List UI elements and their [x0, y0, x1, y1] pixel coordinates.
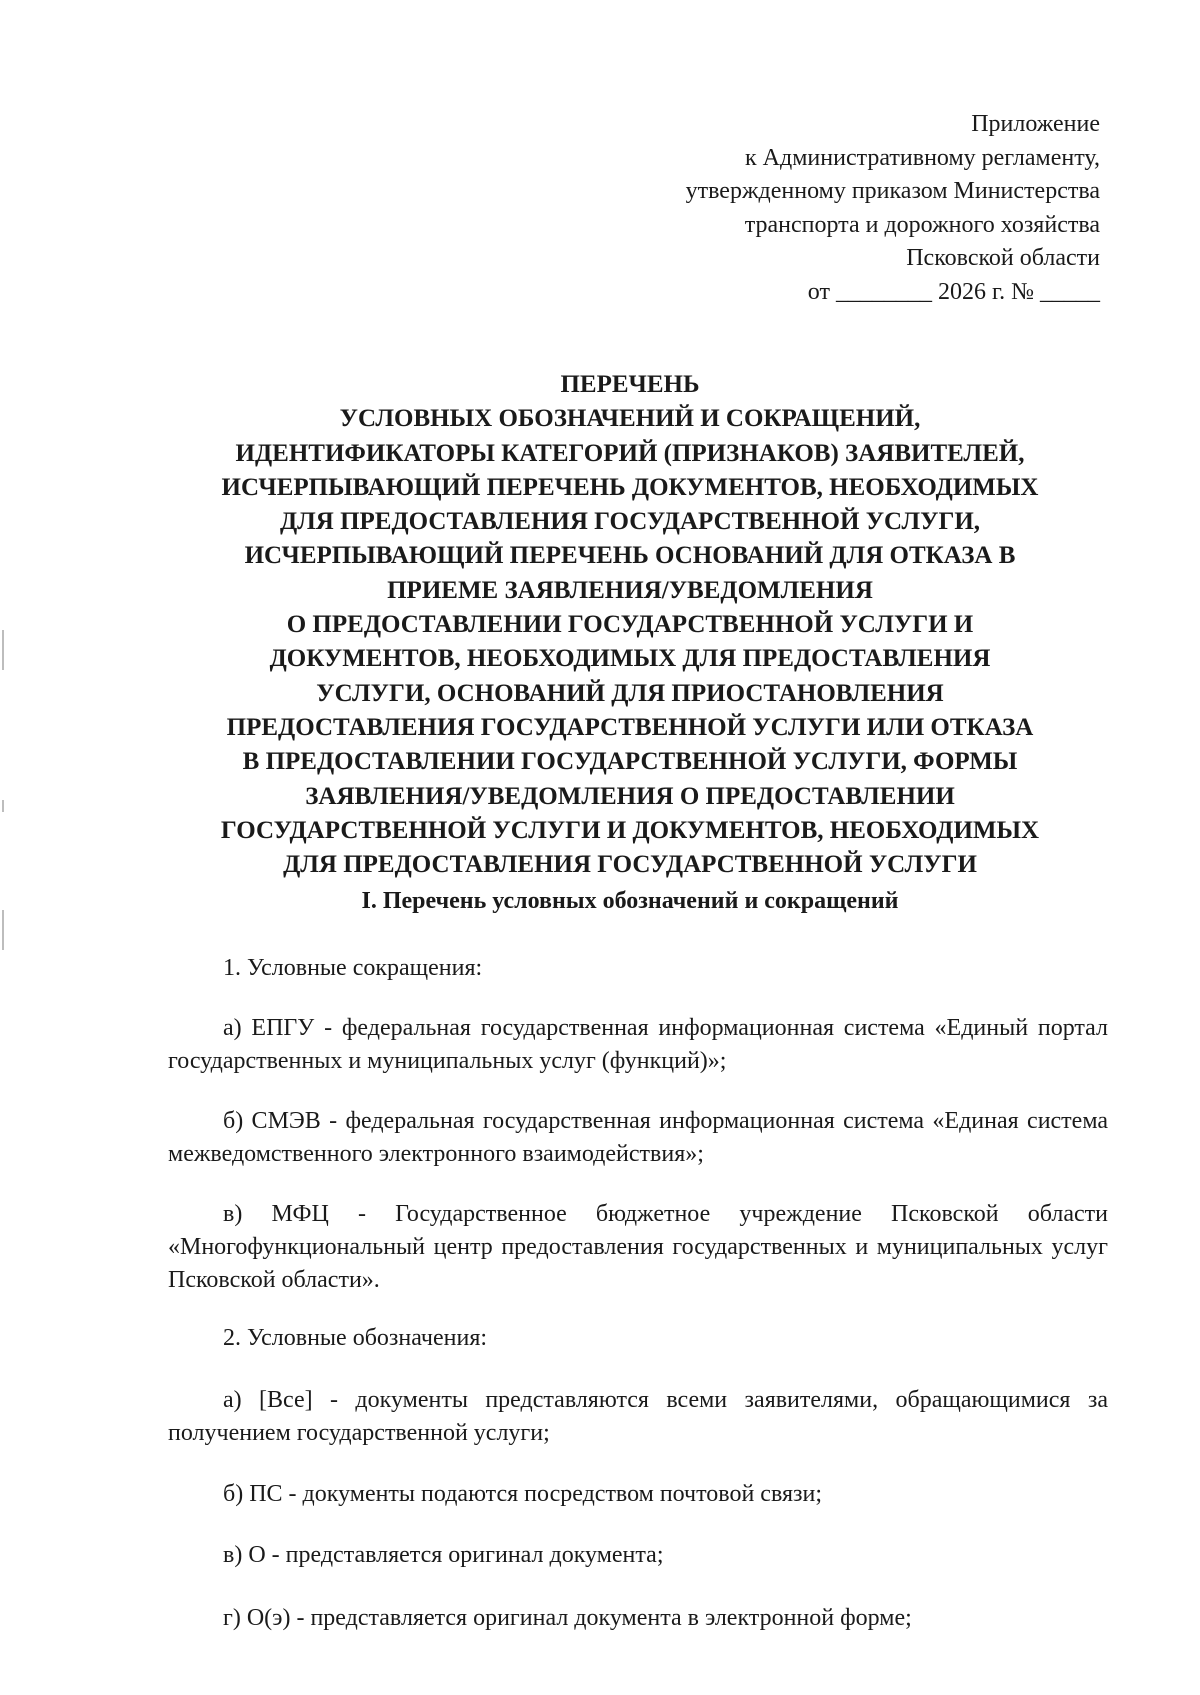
- item2-heading: 2. Условные обозначения:: [223, 1325, 488, 1351]
- title-line: О ПРЕДОСТАВЛЕНИИ ГОСУДАРСТВЕННОЙ УСЛУГИ И: [286, 611, 974, 639]
- scan-edge-mark: [2, 630, 4, 670]
- approval-line: Псковской области: [906, 245, 1100, 271]
- scan-edge-mark: [2, 800, 4, 812]
- item1-heading: 1. Условные сокращения:: [223, 955, 483, 981]
- section-heading: I. Перечень условных обозначений и сокращений: [361, 888, 899, 914]
- item2-b-paragraph: б) ПС - документы подаются посредством почтовой связи;: [223, 1481, 823, 1507]
- approval-line: транспорта и дорожного хозяйства: [744, 211, 1100, 238]
- title-line: ДЛЯ ПРЕДОСТАВЛЕНИЯ ГОСУДАРСТВЕННОЙ УСЛУГИ,: [279, 508, 981, 536]
- approval-date-line: от ________ 2026 г. № _____: [807, 278, 1100, 305]
- title-line: ГОСУДАРСТВЕННОЙ УСЛУГИ И ДОКУМЕНТОВ, НЕОБХОДИМЫХ: [220, 816, 1040, 844]
- title-line: ПРИЕМЕ ЗАЯВЛЕНИЯ/УВЕДОМЛЕНИЯ: [387, 576, 873, 604]
- title-line: В ПРЕДОСТАВЛЕНИИ ГОСУДАРСТВЕННОЙ УСЛУГИ, ФОРМЫ: [242, 748, 1018, 776]
- title-line: ПРЕДОСТАВЛЕНИЯ ГОСУДАРСТВЕННОЙ УСЛУГИ ИЛИ ОТКАЗА: [226, 713, 1034, 741]
- approval-line: утвержденному приказом Министерства: [685, 178, 1100, 204]
- item2-a-paragraph: а) [Все] - документы представляются всеми заявителями, обращающимися за получением государственной услуги;: [168, 1387, 1108, 1446]
- title-line: ИСЧЕРПЫВАЮЩИЙ ПЕРЕЧЕНЬ ОСНОВАНИЙ ДЛЯ ОТКАЗА В: [244, 542, 1016, 570]
- scan-edge-mark: [2, 910, 4, 950]
- title-line: УСЛОВНЫХ ОБОЗНАЧЕНИЙ И СОКРАЩЕНИЙ,: [339, 405, 921, 433]
- item2-c-paragraph: в) О - представляется оригинал документа;: [223, 1542, 664, 1568]
- title-line: ПЕРЕЧЕНЬ: [560, 371, 700, 398]
- title-line: УСЛУГИ, ОСНОВАНИЙ ДЛЯ ПРИОСТАНОВЛЕНИЯ: [316, 679, 944, 707]
- title-line: ИСЧЕРПЫВАЮЩИЙ ПЕРЕЧЕНЬ ДОКУМЕНТОВ, НЕОБХОДИМЫХ: [221, 473, 1039, 501]
- approval-line: к Административному регламенту,: [745, 144, 1100, 171]
- item2-d-paragraph: г) О(э) - представляется оригинал документа в электронной форме;: [223, 1605, 912, 1631]
- title-line: ДЛЯ ПРЕДОСТАВЛЕНИЯ ГОСУДАРСТВЕННОЙ УСЛУГИ: [283, 851, 977, 879]
- title-line: ДОКУМЕНТОВ, НЕОБХОДИМЫХ ДЛЯ ПРЕДОСТАВЛЕНИЯ: [269, 645, 991, 673]
- item1-b-paragraph: б) СМЭВ - федеральная государственная информационная система «Единая система межведомственного электронного взаимодействия»;: [168, 1108, 1108, 1167]
- title-line: ИДЕНТИФИКАТОРЫ КАТЕГОРИЙ (ПРИЗНАКОВ) ЗАЯВИТЕЛЕЙ,: [235, 439, 1025, 467]
- item1-c-paragraph: в) МФЦ - Государственное бюджетное учреждение Псковской области «Многофункциональный центр предоставления государственных и муниципальных услуг Псковской области».: [168, 1201, 1108, 1293]
- document-title: [160, 368, 1100, 882]
- item1-a-paragraph: а) ЕПГУ - федеральная государственная информационная система «Единый портал государственных и муниципальных услуг (функций)»;: [168, 1015, 1108, 1074]
- title-line: ЗАЯВЛЕНИЯ/УВЕДОМЛЕНИЯ О ПРЕДОСТАВЛЕНИИ: [305, 782, 955, 810]
- approval-line: Приложение: [971, 111, 1100, 137]
- approval-stamp-block: [500, 108, 1100, 309]
